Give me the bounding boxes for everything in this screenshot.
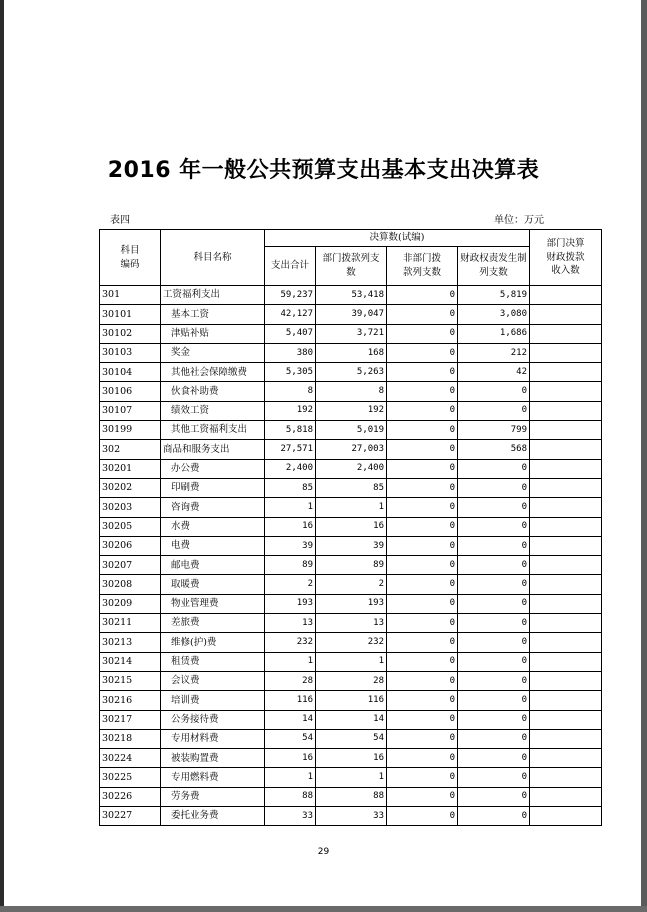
- cell-name: 奖金: [161, 343, 265, 362]
- cell-code: 30107: [100, 401, 161, 420]
- cell-dept: 5,019: [316, 421, 387, 440]
- cell-total: 232: [265, 633, 316, 652]
- cell-fiscal: 0: [458, 807, 530, 826]
- cell-non-dept: 0: [387, 498, 458, 517]
- table-row: [100, 440, 602, 459]
- cell-dept: 2: [316, 575, 387, 594]
- cell-dept-final: [530, 768, 602, 787]
- cell-non-dept: 0: [387, 382, 458, 401]
- cell-code: 30103: [100, 343, 161, 362]
- cell-fiscal: 0: [458, 652, 530, 671]
- cell-name: 津贴补贴: [161, 324, 265, 343]
- cell-dept-final: [530, 324, 602, 343]
- cell-name: 电费: [161, 536, 265, 555]
- cell-fiscal: 799: [458, 421, 530, 440]
- page-border-bottom: [0, 906, 647, 912]
- cell-total: 16: [265, 517, 316, 536]
- cell-code: 30201: [100, 459, 161, 478]
- unit-label: 单位：万元: [494, 215, 544, 226]
- cell-total: 27,571: [265, 440, 316, 459]
- cell-code: 30224: [100, 749, 161, 768]
- table-row: [100, 575, 602, 594]
- cell-total: 380: [265, 343, 316, 362]
- table-row: [100, 614, 602, 633]
- cell-fiscal: 0: [458, 478, 530, 497]
- cell-fiscal: 0: [458, 575, 530, 594]
- cell-total: 16: [265, 749, 316, 768]
- cell-fiscal: 0: [458, 517, 530, 536]
- cell-non-dept: 0: [387, 536, 458, 555]
- cell-name: 差旅费: [161, 614, 265, 633]
- cell-dept-final: [530, 401, 602, 420]
- cell-fiscal: 0: [458, 401, 530, 420]
- page-number: 29: [317, 847, 330, 857]
- cell-code: 30205: [100, 517, 161, 536]
- cell-code: 30227: [100, 807, 161, 826]
- cell-code: 30208: [100, 575, 161, 594]
- cell-dept: 1: [316, 768, 387, 787]
- cell-total: 39: [265, 536, 316, 555]
- cell-dept-final: [530, 633, 602, 652]
- cell-total: 59,237: [265, 286, 316, 305]
- cell-code: 30202: [100, 478, 161, 497]
- cell-fiscal: 0: [458, 749, 530, 768]
- cell-name: 邮电费: [161, 556, 265, 575]
- cell-non-dept: 0: [387, 401, 458, 420]
- cell-total: 5,818: [265, 421, 316, 440]
- table-row: [100, 652, 602, 671]
- cell-name: 办公费: [161, 459, 265, 478]
- cell-code: 30213: [100, 633, 161, 652]
- cell-name: 维修(护)费: [161, 633, 265, 652]
- cell-dept: 232: [316, 633, 387, 652]
- cell-fiscal: 0: [458, 710, 530, 729]
- table-row: [100, 729, 602, 748]
- table-row: [100, 807, 602, 826]
- page-title: 2016 年一般公共预算支出基本支出决算表: [107, 158, 540, 183]
- cell-non-dept: 0: [387, 517, 458, 536]
- cell-total: 54: [265, 729, 316, 748]
- cell-total: 1: [265, 498, 316, 517]
- cell-fiscal: 0: [458, 614, 530, 633]
- cell-name: 商品和服务支出: [161, 440, 265, 459]
- table-row: [100, 324, 602, 343]
- cell-total: 192: [265, 401, 316, 420]
- cell-dept: 1: [316, 652, 387, 671]
- cell-non-dept: 0: [387, 807, 458, 826]
- cell-name: 委托业务费: [161, 807, 265, 826]
- cell-total: 88: [265, 787, 316, 806]
- cell-fiscal: 0: [458, 787, 530, 806]
- cell-dept: 8: [316, 382, 387, 401]
- cell-code: 30217: [100, 710, 161, 729]
- cell-non-dept: 0: [387, 286, 458, 305]
- cell-dept-final: [530, 440, 602, 459]
- cell-name: 其他社会保障缴费: [161, 363, 265, 382]
- cell-fiscal: 0: [458, 556, 530, 575]
- cell-total: 2,400: [265, 459, 316, 478]
- cell-total: 5,305: [265, 363, 316, 382]
- cell-name: 被装购置费: [161, 749, 265, 768]
- cell-non-dept: 0: [387, 710, 458, 729]
- cell-dept: 85: [316, 478, 387, 497]
- cell-dept: 193: [316, 594, 387, 613]
- cell-non-dept: 0: [387, 324, 458, 343]
- cell-dept-final: [530, 614, 602, 633]
- cell-code: 30203: [100, 498, 161, 517]
- budget-table: [99, 229, 602, 826]
- cell-name: 劳务费: [161, 787, 265, 806]
- cell-dept-final: [530, 594, 602, 613]
- cell-total: 8: [265, 382, 316, 401]
- header-fiscal: 财政权责发生制 列支数: [458, 247, 530, 286]
- cell-dept-final: [530, 575, 602, 594]
- cell-non-dept: 0: [387, 749, 458, 768]
- cell-total: 14: [265, 710, 316, 729]
- cell-name: 公务接待费: [161, 710, 265, 729]
- cell-dept-final: [530, 729, 602, 748]
- cell-name: 专用材料费: [161, 729, 265, 748]
- cell-fiscal: 0: [458, 633, 530, 652]
- cell-dept-final: [530, 556, 602, 575]
- table-row: [100, 478, 602, 497]
- cell-fiscal: 0: [458, 671, 530, 690]
- cell-dept-final: [530, 691, 602, 710]
- cell-non-dept: 0: [387, 459, 458, 478]
- table-row: [100, 710, 602, 729]
- cell-dept: 28: [316, 671, 387, 690]
- cell-total: 116: [265, 691, 316, 710]
- table-row: [100, 594, 602, 613]
- cell-code: 30225: [100, 768, 161, 787]
- page-border-right: [641, 0, 647, 912]
- cell-code: 30207: [100, 556, 161, 575]
- table-row: [100, 498, 602, 517]
- table-row: [100, 691, 602, 710]
- cell-code: 30206: [100, 536, 161, 555]
- cell-dept-final: [530, 286, 602, 305]
- cell-dept: 13: [316, 614, 387, 633]
- cell-fiscal: 42: [458, 363, 530, 382]
- cell-name: 会议费: [161, 671, 265, 690]
- cell-dept: 88: [316, 787, 387, 806]
- cell-non-dept: 0: [387, 671, 458, 690]
- cell-non-dept: 0: [387, 787, 458, 806]
- cell-dept-final: [530, 807, 602, 826]
- cell-name: 租赁费: [161, 652, 265, 671]
- cell-fiscal: 212: [458, 343, 530, 362]
- cell-non-dept: 0: [387, 614, 458, 633]
- cell-dept-final: [530, 652, 602, 671]
- cell-dept: 3,721: [316, 324, 387, 343]
- cell-total: 13: [265, 614, 316, 633]
- cell-dept: 116: [316, 691, 387, 710]
- cell-dept: 54: [316, 729, 387, 748]
- table-row: [100, 787, 602, 806]
- cell-dept: 1: [316, 498, 387, 517]
- table-row: [100, 556, 602, 575]
- cell-dept-final: [530, 749, 602, 768]
- table-row: [100, 633, 602, 652]
- cell-dept: 39: [316, 536, 387, 555]
- table-row: [100, 536, 602, 555]
- cell-code: 30101: [100, 305, 161, 324]
- table-tag: 表四: [110, 215, 130, 226]
- cell-fiscal: 568: [458, 440, 530, 459]
- table-row: [100, 305, 602, 324]
- cell-code: 30106: [100, 382, 161, 401]
- cell-non-dept: 0: [387, 305, 458, 324]
- cell-total: 1: [265, 768, 316, 787]
- cell-dept: 39,047: [316, 305, 387, 324]
- cell-non-dept: 0: [387, 478, 458, 497]
- table-row: [100, 768, 602, 787]
- cell-dept: 16: [316, 749, 387, 768]
- cell-name: 基本工资: [161, 305, 265, 324]
- cell-dept: 168: [316, 343, 387, 362]
- header-name: 科目名称: [161, 230, 265, 286]
- cell-dept: 89: [316, 556, 387, 575]
- cell-name: 咨询费: [161, 498, 265, 517]
- table-row: [100, 343, 602, 362]
- cell-code: 302: [100, 440, 161, 459]
- table-row: [100, 459, 602, 478]
- cell-non-dept: 0: [387, 652, 458, 671]
- table-row: [100, 421, 602, 440]
- cell-name: 其他工资福利支出: [161, 421, 265, 440]
- cell-non-dept: 0: [387, 575, 458, 594]
- cell-name: 培训费: [161, 691, 265, 710]
- cell-code: 30215: [100, 671, 161, 690]
- cell-total: 89: [265, 556, 316, 575]
- cell-name: 取暖费: [161, 575, 265, 594]
- cell-non-dept: 0: [387, 691, 458, 710]
- cell-dept: 53,418: [316, 286, 387, 305]
- cell-dept-final: [530, 498, 602, 517]
- cell-total: 5,407: [265, 324, 316, 343]
- cell-name: 伙食补助费: [161, 382, 265, 401]
- cell-dept: 33: [316, 807, 387, 826]
- cell-fiscal: 0: [458, 382, 530, 401]
- cell-fiscal: 0: [458, 768, 530, 787]
- cell-non-dept: 0: [387, 440, 458, 459]
- cell-dept-final: [530, 478, 602, 497]
- cell-name: 工资福利支出: [161, 286, 265, 305]
- cell-code: 30102: [100, 324, 161, 343]
- cell-code: 30209: [100, 594, 161, 613]
- cell-dept: 2,400: [316, 459, 387, 478]
- cell-name: 绩效工资: [161, 401, 265, 420]
- cell-fiscal: 3,080: [458, 305, 530, 324]
- header-group: 决算数(试编): [265, 230, 530, 247]
- cell-dept-final: [530, 459, 602, 478]
- cell-dept: 27,003: [316, 440, 387, 459]
- cell-name: 物业管理费: [161, 594, 265, 613]
- cell-fiscal: 0: [458, 691, 530, 710]
- cell-dept-final: [530, 363, 602, 382]
- cell-total: 193: [265, 594, 316, 613]
- cell-dept-final: [530, 671, 602, 690]
- cell-fiscal: 0: [458, 594, 530, 613]
- cell-total: 28: [265, 671, 316, 690]
- cell-dept: 5,263: [316, 363, 387, 382]
- cell-dept-final: [530, 517, 602, 536]
- cell-non-dept: 0: [387, 729, 458, 748]
- cell-fiscal: 5,819: [458, 286, 530, 305]
- cell-code: 30218: [100, 729, 161, 748]
- cell-fiscal: 1,686: [458, 324, 530, 343]
- table-row: [100, 286, 602, 305]
- header-dept-final: 部门决算 财政拨款 收入数: [530, 230, 602, 286]
- table-row: [100, 363, 602, 382]
- cell-fiscal: 0: [458, 459, 530, 478]
- table-row: [100, 671, 602, 690]
- cell-code: 30214: [100, 652, 161, 671]
- cell-dept-final: [530, 382, 602, 401]
- cell-name: 水费: [161, 517, 265, 536]
- cell-total: 2: [265, 575, 316, 594]
- cell-non-dept: 0: [387, 421, 458, 440]
- cell-non-dept: 0: [387, 768, 458, 787]
- cell-code: 30104: [100, 363, 161, 382]
- cell-non-dept: 0: [387, 363, 458, 382]
- cell-non-dept: 0: [387, 633, 458, 652]
- cell-total: 85: [265, 478, 316, 497]
- cell-non-dept: 0: [387, 343, 458, 362]
- header-total: 支出合计: [265, 247, 316, 286]
- cell-code: 301: [100, 286, 161, 305]
- cell-dept-final: [530, 536, 602, 555]
- cell-code: 30211: [100, 614, 161, 633]
- cell-code: 30199: [100, 421, 161, 440]
- header-code: 科目 编码: [100, 230, 161, 286]
- cell-name: 印刷费: [161, 478, 265, 497]
- table-row: [100, 749, 602, 768]
- cell-dept-final: [530, 343, 602, 362]
- cell-non-dept: 0: [387, 556, 458, 575]
- header-non-dept: 非部门拨 款列支数: [387, 247, 458, 286]
- cell-total: 42,127: [265, 305, 316, 324]
- cell-dept: 16: [316, 517, 387, 536]
- page-border-left: [0, 0, 4, 912]
- cell-dept-final: [530, 710, 602, 729]
- cell-fiscal: 0: [458, 729, 530, 748]
- cell-total: 1: [265, 652, 316, 671]
- table-row: [100, 382, 602, 401]
- cell-fiscal: 0: [458, 536, 530, 555]
- table-row: [100, 401, 602, 420]
- cell-dept: 14: [316, 710, 387, 729]
- table-row: [100, 517, 602, 536]
- cell-dept-final: [530, 305, 602, 324]
- cell-code: 30216: [100, 691, 161, 710]
- cell-dept-final: [530, 787, 602, 806]
- header-dept: 部门拨款列支数: [316, 247, 387, 286]
- cell-dept-final: [530, 421, 602, 440]
- cell-name: 专用燃料费: [161, 768, 265, 787]
- cell-fiscal: 0: [458, 498, 530, 517]
- cell-code: 30226: [100, 787, 161, 806]
- cell-non-dept: 0: [387, 594, 458, 613]
- cell-total: 33: [265, 807, 316, 826]
- cell-dept: 192: [316, 401, 387, 420]
